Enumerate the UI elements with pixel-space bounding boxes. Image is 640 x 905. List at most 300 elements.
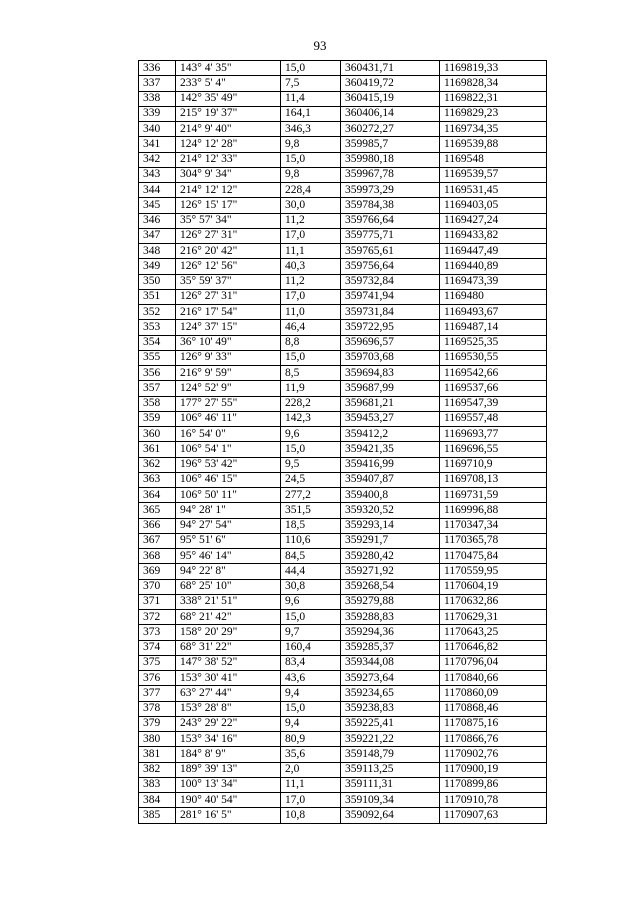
- distance-cell: 110,6: [281, 533, 341, 548]
- distance-cell: 160,4: [281, 640, 341, 655]
- point-number-cell: 385: [139, 808, 176, 823]
- table-row: [139, 716, 547, 731]
- direction-angle-cell: 95° 51' 6": [176, 533, 281, 548]
- direction-angle-cell: 214° 12' 33": [176, 152, 281, 167]
- distance-cell: 35,6: [281, 747, 341, 762]
- y-coordinate-cell: 1169828,34: [440, 76, 547, 91]
- direction-angle-cell: 35° 59' 37": [176, 274, 281, 289]
- x-coordinate-cell: 359148,79: [341, 747, 440, 762]
- distance-cell: 8,5: [281, 366, 341, 381]
- direction-angle-cell: 126° 27' 31": [176, 289, 281, 304]
- direction-angle-cell: 143° 4' 35": [176, 61, 281, 76]
- table-row: [139, 793, 547, 808]
- table-row: [139, 747, 547, 762]
- y-coordinate-cell: 1170475,84: [440, 549, 547, 564]
- y-coordinate-cell: 1169693,77: [440, 427, 547, 442]
- x-coordinate-cell: 359344,08: [341, 655, 440, 670]
- table-row: [139, 442, 547, 457]
- distance-cell: 277,2: [281, 488, 341, 503]
- y-coordinate-cell: 1169734,35: [440, 122, 547, 137]
- x-coordinate-cell: 359687,99: [341, 381, 440, 396]
- table-row: [139, 396, 547, 411]
- table-row: [139, 228, 547, 243]
- distance-cell: 7,5: [281, 76, 341, 91]
- coordinates-table: [138, 60, 547, 824]
- x-coordinate-cell: 359271,92: [341, 564, 440, 579]
- point-number-cell: 348: [139, 244, 176, 259]
- point-number-cell: 349: [139, 259, 176, 274]
- table-row: [139, 167, 547, 182]
- point-number-cell: 369: [139, 564, 176, 579]
- distance-cell: 11,2: [281, 213, 341, 228]
- table-row: [139, 183, 547, 198]
- y-coordinate-cell: 1170365,78: [440, 533, 547, 548]
- direction-angle-cell: 281° 16' 5": [176, 808, 281, 823]
- distance-cell: 15,0: [281, 442, 341, 457]
- y-coordinate-cell: 1169530,55: [440, 350, 547, 365]
- point-number-cell: 355: [139, 350, 176, 365]
- direction-angle-cell: 68° 21' 42": [176, 610, 281, 625]
- point-number-cell: 356: [139, 366, 176, 381]
- direction-angle-cell: 216° 9' 59": [176, 366, 281, 381]
- direction-angle-cell: 35° 57' 34": [176, 213, 281, 228]
- y-coordinate-cell: 1169537,66: [440, 381, 547, 396]
- point-number-cell: 339: [139, 106, 176, 121]
- table-row: [139, 259, 547, 274]
- distance-cell: 351,5: [281, 503, 341, 518]
- y-coordinate-cell: 1169531,45: [440, 183, 547, 198]
- direction-angle-cell: 147° 38' 52": [176, 655, 281, 670]
- direction-angle-cell: 100° 13' 34": [176, 777, 281, 792]
- point-number-cell: 378: [139, 701, 176, 716]
- direction-angle-cell: 153° 34' 16": [176, 732, 281, 747]
- x-coordinate-cell: 359285,37: [341, 640, 440, 655]
- point-number-cell: 380: [139, 732, 176, 747]
- point-number-cell: 359: [139, 411, 176, 426]
- x-coordinate-cell: 360272,27: [341, 122, 440, 137]
- direction-angle-cell: 95° 46' 14": [176, 549, 281, 564]
- table-row: [139, 564, 547, 579]
- direction-angle-cell: 243° 29' 22": [176, 716, 281, 731]
- table-row: [139, 274, 547, 289]
- table-row: [139, 137, 547, 152]
- y-coordinate-cell: 1170629,31: [440, 610, 547, 625]
- point-number-cell: 350: [139, 274, 176, 289]
- table-row: [139, 533, 547, 548]
- distance-cell: 9,4: [281, 686, 341, 701]
- x-coordinate-cell: 359766,64: [341, 213, 440, 228]
- x-coordinate-cell: 359694,83: [341, 366, 440, 381]
- point-number-cell: 382: [139, 762, 176, 777]
- direction-angle-cell: 94° 22' 8": [176, 564, 281, 579]
- distance-cell: 11,1: [281, 244, 341, 259]
- y-coordinate-cell: 1170347,34: [440, 518, 547, 533]
- point-number-cell: 351: [139, 289, 176, 304]
- distance-cell: 15,0: [281, 350, 341, 365]
- x-coordinate-cell: 359416,99: [341, 457, 440, 472]
- distance-cell: 9,5: [281, 457, 341, 472]
- distance-cell: 15,0: [281, 61, 341, 76]
- y-coordinate-cell: 1169557,48: [440, 411, 547, 426]
- direction-angle-cell: 184° 8' 9": [176, 747, 281, 762]
- x-coordinate-cell: 359092,64: [341, 808, 440, 823]
- x-coordinate-cell: 359268,54: [341, 579, 440, 594]
- y-coordinate-cell: 1170643,25: [440, 625, 547, 640]
- distance-cell: 43,6: [281, 671, 341, 686]
- x-coordinate-cell: 360419,72: [341, 76, 440, 91]
- table-row: [139, 518, 547, 533]
- point-number-cell: 354: [139, 335, 176, 350]
- distance-cell: 17,0: [281, 793, 341, 808]
- x-coordinate-cell: 359238,83: [341, 701, 440, 716]
- point-number-cell: 372: [139, 610, 176, 625]
- point-number-cell: 347: [139, 228, 176, 243]
- direction-angle-cell: 106° 50' 11": [176, 488, 281, 503]
- distance-cell: 228,4: [281, 183, 341, 198]
- direction-angle-cell: 142° 35' 49": [176, 91, 281, 106]
- table-row: [139, 350, 547, 365]
- point-number-cell: 346: [139, 213, 176, 228]
- distance-cell: 11,1: [281, 777, 341, 792]
- point-number-cell: 368: [139, 549, 176, 564]
- y-coordinate-cell: 1170559,95: [440, 564, 547, 579]
- x-coordinate-cell: 359288,83: [341, 610, 440, 625]
- y-coordinate-cell: 1169542,66: [440, 366, 547, 381]
- y-coordinate-cell: 1170907,63: [440, 808, 547, 823]
- x-coordinate-cell: 359294,36: [341, 625, 440, 640]
- y-coordinate-cell: 1169493,67: [440, 305, 547, 320]
- y-coordinate-cell: 1169539,88: [440, 137, 547, 152]
- y-coordinate-cell: 1169548: [440, 152, 547, 167]
- distance-cell: 80,9: [281, 732, 341, 747]
- direction-angle-cell: 153° 28' 8": [176, 701, 281, 716]
- x-coordinate-cell: 359985,7: [341, 137, 440, 152]
- y-coordinate-cell: 1169447,49: [440, 244, 547, 259]
- x-coordinate-cell: 359741,94: [341, 289, 440, 304]
- direction-angle-cell: 153° 30' 41": [176, 671, 281, 686]
- x-coordinate-cell: 359234,65: [341, 686, 440, 701]
- direction-angle-cell: 36° 10' 49": [176, 335, 281, 350]
- x-coordinate-cell: 359109,34: [341, 793, 440, 808]
- x-coordinate-cell: 359775,71: [341, 228, 440, 243]
- table-row: [139, 472, 547, 487]
- point-number-cell: 362: [139, 457, 176, 472]
- point-number-cell: 367: [139, 533, 176, 548]
- page-number: 93: [313, 38, 327, 53]
- table-row: [139, 625, 547, 640]
- point-number-cell: 353: [139, 320, 176, 335]
- point-number-cell: 363: [139, 472, 176, 487]
- point-number-cell: 366: [139, 518, 176, 533]
- table-row: [139, 76, 547, 91]
- y-coordinate-cell: 1169427,24: [440, 213, 547, 228]
- x-coordinate-cell: 359732,84: [341, 274, 440, 289]
- distance-cell: 18,5: [281, 518, 341, 533]
- table-row: [139, 411, 547, 426]
- x-coordinate-cell: 359980,18: [341, 152, 440, 167]
- x-coordinate-cell: 359279,88: [341, 594, 440, 609]
- table-row: [139, 503, 547, 518]
- table-row: [139, 61, 547, 76]
- y-coordinate-cell: 1169822,31: [440, 91, 547, 106]
- table-row: [139, 549, 547, 564]
- y-coordinate-cell: 1169403,05: [440, 198, 547, 213]
- distance-cell: 9,6: [281, 427, 341, 442]
- y-coordinate-cell: 1169473,39: [440, 274, 547, 289]
- x-coordinate-cell: 360415,19: [341, 91, 440, 106]
- y-coordinate-cell: 1169996,88: [440, 503, 547, 518]
- distance-cell: 30,0: [281, 198, 341, 213]
- y-coordinate-cell: 1169819,33: [440, 61, 547, 76]
- x-coordinate-cell: 359407,87: [341, 472, 440, 487]
- direction-angle-cell: 68° 31' 22": [176, 640, 281, 655]
- distance-cell: 9,4: [281, 716, 341, 731]
- x-coordinate-cell: 359225,41: [341, 716, 440, 731]
- y-coordinate-cell: 1169487,14: [440, 320, 547, 335]
- x-coordinate-cell: 360431,71: [341, 61, 440, 76]
- y-coordinate-cell: 1169731,59: [440, 488, 547, 503]
- distance-cell: 84,5: [281, 549, 341, 564]
- table-row: [139, 701, 547, 716]
- x-coordinate-cell: 359756,64: [341, 259, 440, 274]
- direction-angle-cell: 94° 28' 1": [176, 503, 281, 518]
- x-coordinate-cell: 359731,84: [341, 305, 440, 320]
- distance-cell: 24,5: [281, 472, 341, 487]
- point-number-cell: 377: [139, 686, 176, 701]
- x-coordinate-cell: 359696,57: [341, 335, 440, 350]
- x-coordinate-cell: 359722,95: [341, 320, 440, 335]
- x-coordinate-cell: 359291,7: [341, 533, 440, 548]
- direction-angle-cell: 106° 46' 15": [176, 472, 281, 487]
- distance-cell: 30,8: [281, 579, 341, 594]
- table-row: [139, 610, 547, 625]
- table-row: [139, 488, 547, 503]
- y-coordinate-cell: 1170875,16: [440, 716, 547, 731]
- y-coordinate-cell: 1170796,04: [440, 655, 547, 670]
- direction-angle-cell: 338° 21' 51": [176, 594, 281, 609]
- y-coordinate-cell: 1170899,86: [440, 777, 547, 792]
- point-number-cell: 383: [139, 777, 176, 792]
- x-coordinate-cell: 359221,22: [341, 732, 440, 747]
- x-coordinate-cell: 359973,29: [341, 183, 440, 198]
- table-row: [139, 122, 547, 137]
- table-row: [139, 579, 547, 594]
- y-coordinate-cell: 1170868,46: [440, 701, 547, 716]
- x-coordinate-cell: 359784,38: [341, 198, 440, 213]
- y-coordinate-cell: 1170860,09: [440, 686, 547, 701]
- direction-angle-cell: 214° 12' 12": [176, 183, 281, 198]
- y-coordinate-cell: 1170646,82: [440, 640, 547, 655]
- table-row: [139, 335, 547, 350]
- distance-cell: 17,0: [281, 228, 341, 243]
- table-row: [139, 381, 547, 396]
- y-coordinate-cell: 1169710,9: [440, 457, 547, 472]
- point-number-cell: 357: [139, 381, 176, 396]
- y-coordinate-cell: 1170900,19: [440, 762, 547, 777]
- direction-angle-cell: 126° 27' 31": [176, 228, 281, 243]
- direction-angle-cell: 304° 9' 34": [176, 167, 281, 182]
- table-row: [139, 594, 547, 609]
- distance-cell: 15,0: [281, 152, 341, 167]
- distance-cell: 346,3: [281, 122, 341, 137]
- table-row: [139, 640, 547, 655]
- table-row: [139, 366, 547, 381]
- y-coordinate-cell: 1170604,19: [440, 579, 547, 594]
- direction-angle-cell: 106° 54' 1": [176, 442, 281, 457]
- x-coordinate-cell: 359412,2: [341, 427, 440, 442]
- direction-angle-cell: 126° 9' 33": [176, 350, 281, 365]
- distance-cell: 15,0: [281, 701, 341, 716]
- direction-angle-cell: 190° 40' 54": [176, 793, 281, 808]
- y-coordinate-cell: 1169433,82: [440, 228, 547, 243]
- direction-angle-cell: 196° 53' 42": [176, 457, 281, 472]
- distance-cell: 9,6: [281, 594, 341, 609]
- x-coordinate-cell: 359273,64: [341, 671, 440, 686]
- x-coordinate-cell: 359320,52: [341, 503, 440, 518]
- distance-cell: 10,8: [281, 808, 341, 823]
- distance-cell: 11,4: [281, 91, 341, 106]
- point-number-cell: 360: [139, 427, 176, 442]
- direction-angle-cell: 214° 9' 40": [176, 122, 281, 137]
- distance-cell: 44,4: [281, 564, 341, 579]
- direction-angle-cell: 16° 54' 0": [176, 427, 281, 442]
- x-coordinate-cell: 359967,78: [341, 167, 440, 182]
- direction-angle-cell: 124° 52' 9": [176, 381, 281, 396]
- distance-cell: 142,3: [281, 411, 341, 426]
- distance-cell: 15,0: [281, 610, 341, 625]
- table-row: [139, 244, 547, 259]
- point-number-cell: 338: [139, 91, 176, 106]
- distance-cell: 40,3: [281, 259, 341, 274]
- distance-cell: 46,4: [281, 320, 341, 335]
- distance-cell: 228,2: [281, 396, 341, 411]
- point-number-cell: 371: [139, 594, 176, 609]
- y-coordinate-cell: 1170902,76: [440, 747, 547, 762]
- distance-cell: 2,0: [281, 762, 341, 777]
- x-coordinate-cell: 359681,21: [341, 396, 440, 411]
- y-coordinate-cell: 1170632,86: [440, 594, 547, 609]
- y-coordinate-cell: 1169525,35: [440, 335, 547, 350]
- distance-cell: 8,8: [281, 335, 341, 350]
- point-number-cell: 361: [139, 442, 176, 457]
- point-number-cell: 379: [139, 716, 176, 731]
- direction-angle-cell: 68° 25' 10": [176, 579, 281, 594]
- direction-angle-cell: 126° 15' 17": [176, 198, 281, 213]
- x-coordinate-cell: 360406,14: [341, 106, 440, 121]
- y-coordinate-cell: 1169539,57: [440, 167, 547, 182]
- distance-cell: 164,1: [281, 106, 341, 121]
- point-number-cell: 342: [139, 152, 176, 167]
- direction-angle-cell: 63° 27' 44": [176, 686, 281, 701]
- direction-angle-cell: 216° 17' 54": [176, 305, 281, 320]
- point-number-cell: 376: [139, 671, 176, 686]
- distance-cell: 9,8: [281, 137, 341, 152]
- y-coordinate-cell: 1169547,39: [440, 396, 547, 411]
- point-number-cell: 344: [139, 183, 176, 198]
- point-number-cell: 358: [139, 396, 176, 411]
- y-coordinate-cell: 1169829,23: [440, 106, 547, 121]
- x-coordinate-cell: 359111,31: [341, 777, 440, 792]
- point-number-cell: 384: [139, 793, 176, 808]
- direction-angle-cell: 216° 20' 42": [176, 244, 281, 259]
- point-number-cell: 374: [139, 640, 176, 655]
- point-number-cell: 352: [139, 305, 176, 320]
- x-coordinate-cell: 359765,61: [341, 244, 440, 259]
- table-row: [139, 213, 547, 228]
- direction-angle-cell: 177° 27' 55": [176, 396, 281, 411]
- point-number-cell: 345: [139, 198, 176, 213]
- point-number-cell: 341: [139, 137, 176, 152]
- table-row: [139, 457, 547, 472]
- direction-angle-cell: 124° 37' 15": [176, 320, 281, 335]
- point-number-cell: 381: [139, 747, 176, 762]
- table-row: [139, 427, 547, 442]
- point-number-cell: 337: [139, 76, 176, 91]
- direction-angle-cell: 106° 46' 11": [176, 411, 281, 426]
- direction-angle-cell: 215° 19' 37": [176, 106, 281, 121]
- direction-angle-cell: 126° 12' 56": [176, 259, 281, 274]
- point-number-cell: 373: [139, 625, 176, 640]
- y-coordinate-cell: 1170866,76: [440, 732, 547, 747]
- x-coordinate-cell: 359293,14: [341, 518, 440, 533]
- table-row: [139, 106, 547, 121]
- direction-angle-cell: 158° 20' 29": [176, 625, 281, 640]
- table-row: [139, 91, 547, 106]
- x-coordinate-cell: 359113,25: [341, 762, 440, 777]
- distance-cell: 9,8: [281, 167, 341, 182]
- distance-cell: 17,0: [281, 289, 341, 304]
- table-row: [139, 655, 547, 670]
- y-coordinate-cell: 1170840,66: [440, 671, 547, 686]
- x-coordinate-cell: 359421,35: [341, 442, 440, 457]
- table-row: [139, 777, 547, 792]
- x-coordinate-cell: 359400,8: [341, 488, 440, 503]
- distance-cell: 9,7: [281, 625, 341, 640]
- x-coordinate-cell: 359703,68: [341, 350, 440, 365]
- direction-angle-cell: 94° 27' 54": [176, 518, 281, 533]
- table-row: [139, 152, 547, 167]
- direction-angle-cell: 124° 12' 28": [176, 137, 281, 152]
- table-row: [139, 289, 547, 304]
- y-coordinate-cell: 1169480: [440, 289, 547, 304]
- direction-angle-cell: 233° 5' 4": [176, 76, 281, 91]
- table-row: [139, 808, 547, 823]
- point-number-cell: 343: [139, 167, 176, 182]
- x-coordinate-cell: 359453,27: [341, 411, 440, 426]
- point-number-cell: 370: [139, 579, 176, 594]
- table-row: [139, 198, 547, 213]
- distance-cell: 11,9: [281, 381, 341, 396]
- y-coordinate-cell: 1169708,13: [440, 472, 547, 487]
- y-coordinate-cell: 1170910,78: [440, 793, 547, 808]
- point-number-cell: 365: [139, 503, 176, 518]
- table-row: [139, 320, 547, 335]
- table-row: [139, 732, 547, 747]
- point-number-cell: 375: [139, 655, 176, 670]
- distance-cell: 11,0: [281, 305, 341, 320]
- point-number-cell: 364: [139, 488, 176, 503]
- y-coordinate-cell: 1169696,55: [440, 442, 547, 457]
- table-row: [139, 671, 547, 686]
- table-row: [139, 686, 547, 701]
- x-coordinate-cell: 359280,42: [341, 549, 440, 564]
- point-number-cell: 340: [139, 122, 176, 137]
- distance-cell: 11,2: [281, 274, 341, 289]
- direction-angle-cell: 189° 39' 13": [176, 762, 281, 777]
- table-row: [139, 305, 547, 320]
- table-body: [139, 61, 547, 824]
- point-number-cell: 336: [139, 61, 176, 76]
